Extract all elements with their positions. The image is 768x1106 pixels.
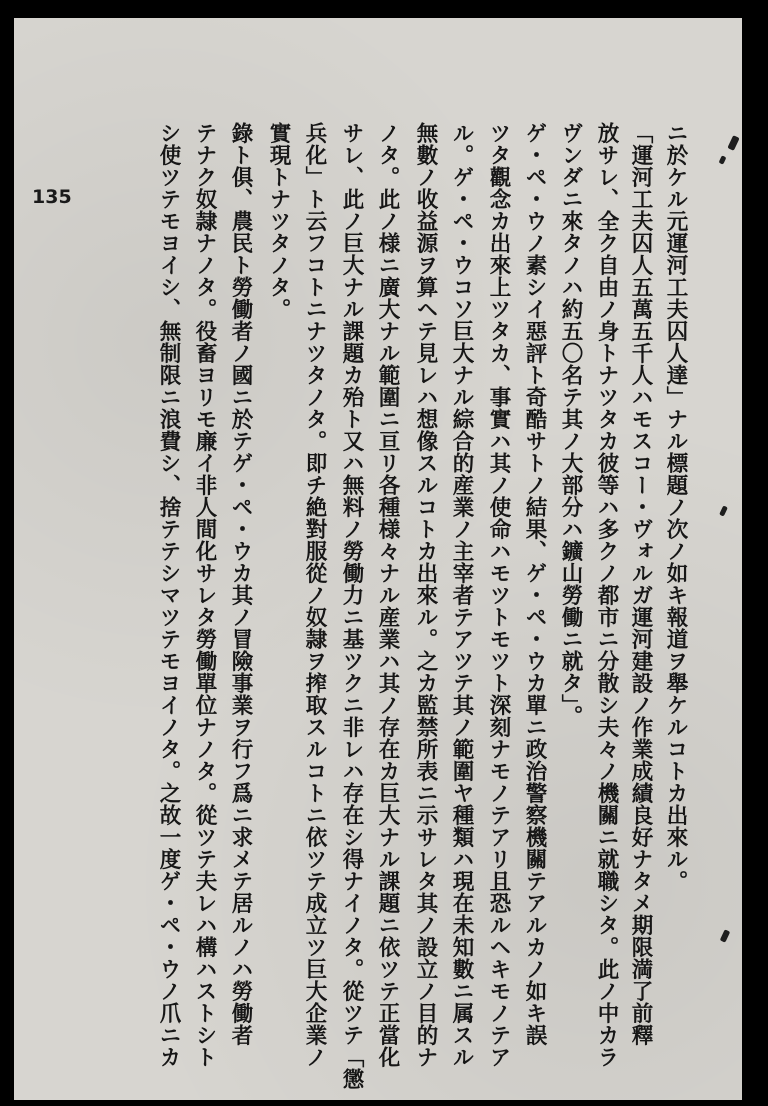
ink-speck bbox=[727, 135, 739, 151]
text-column-5: ゲ・ペ・ウノ素シイ惡評ト奇酷サトノ結果、ゲ・ペ・ウカ單ニ政治警察機關テアルカノ如キ誤 bbox=[522, 122, 547, 1046]
ink-speck bbox=[720, 929, 731, 942]
text-column-13: 錄ト俱、農民ト勞働者ノ國ニ於テゲ・ペ・ウカ其ノ冒險事業ヲ行フ爲ニ求メテ居ルノハ勞働者 bbox=[228, 122, 253, 1046]
text-column-12: 實現トナツタノタ。 bbox=[266, 122, 291, 320]
ink-speck bbox=[719, 505, 728, 516]
page-number: 135 bbox=[32, 186, 72, 208]
text-column-1: ニ於ケル元運河工夫囚人達」ナル標題ノ次ノ如キ報道ヲ舉ケルコトカ出來ル。 bbox=[663, 122, 688, 892]
text-column-7: ル。ゲ・ペ・ウコソ巨大ナル綜合的産業ノ主宰者テアツテ其ノ範圍ヤ種類ハ現在未知數ニ属スル bbox=[449, 122, 474, 1068]
text-column-11: 兵化」ト云フコトニナツタノタ。即チ絶對服從ノ奴隷ヲ搾取スルコトニ依ツテ成立ツ巨大企業ノ bbox=[302, 122, 327, 1068]
text-column-9: ノタ。此ノ様ニ廣大ナル範圍ニ亘リ各種様々ナル産業ハ其ノ存在カ巨大ナル課題ニ依ツテ正當化 bbox=[375, 122, 400, 1068]
text-column-15: シ使ツテモヨイシ、無制限ニ浪費シ、捨テテシマツテモヨイノタ。之故一度ゲ・ペ・ウノ爪ニカ bbox=[156, 122, 181, 1068]
text-column-6: ツタ觀念カ出來上ツタカ、事實ハ其ノ使命ハモツトモツト深刻ナモノテアリ且恐ルヘキモノテア bbox=[486, 122, 511, 1068]
text-column-4: ヴンダニ來タノハ約五〇名テ其ノ大部分ハ鑛山勞働ニ就タ」。 bbox=[558, 122, 583, 728]
text-column-10: サレ、此ノ巨大ナル課題カ殆ト又ハ無料ノ勞働力ニ基ツクニ非レハ存在シ得ナイノタ。從ツテ「懲 bbox=[339, 122, 364, 1090]
text-column-14: テナク奴隷ナノタ。役畜ヨリモ廉イ非人間化サレタ勞働單位ナノタ。從ツテ夫レハ構ハストシト bbox=[192, 122, 217, 1068]
text-column-2: 「運河工夫囚人五萬五千人ハモスコー・ヴォルガ運河建設ノ作業成績良好ナタメ期限満了前釋 bbox=[628, 122, 653, 1046]
text-column-8: 無數ノ收益源ヲ算ヘテ見レハ想像スルコトカ出來ル。之カ監禁所表ニ示サレタ其ノ設立ノ目的ナ bbox=[413, 122, 438, 1068]
document-page bbox=[14, 18, 742, 1100]
text-column-3: 放サレ、全ク自由ノ身トナツタカ彼等ハ多クノ都市ニ分散シ夫々ノ機關ニ就職シタ。此ノ中カラ bbox=[594, 122, 619, 1068]
ink-speck bbox=[719, 155, 727, 164]
